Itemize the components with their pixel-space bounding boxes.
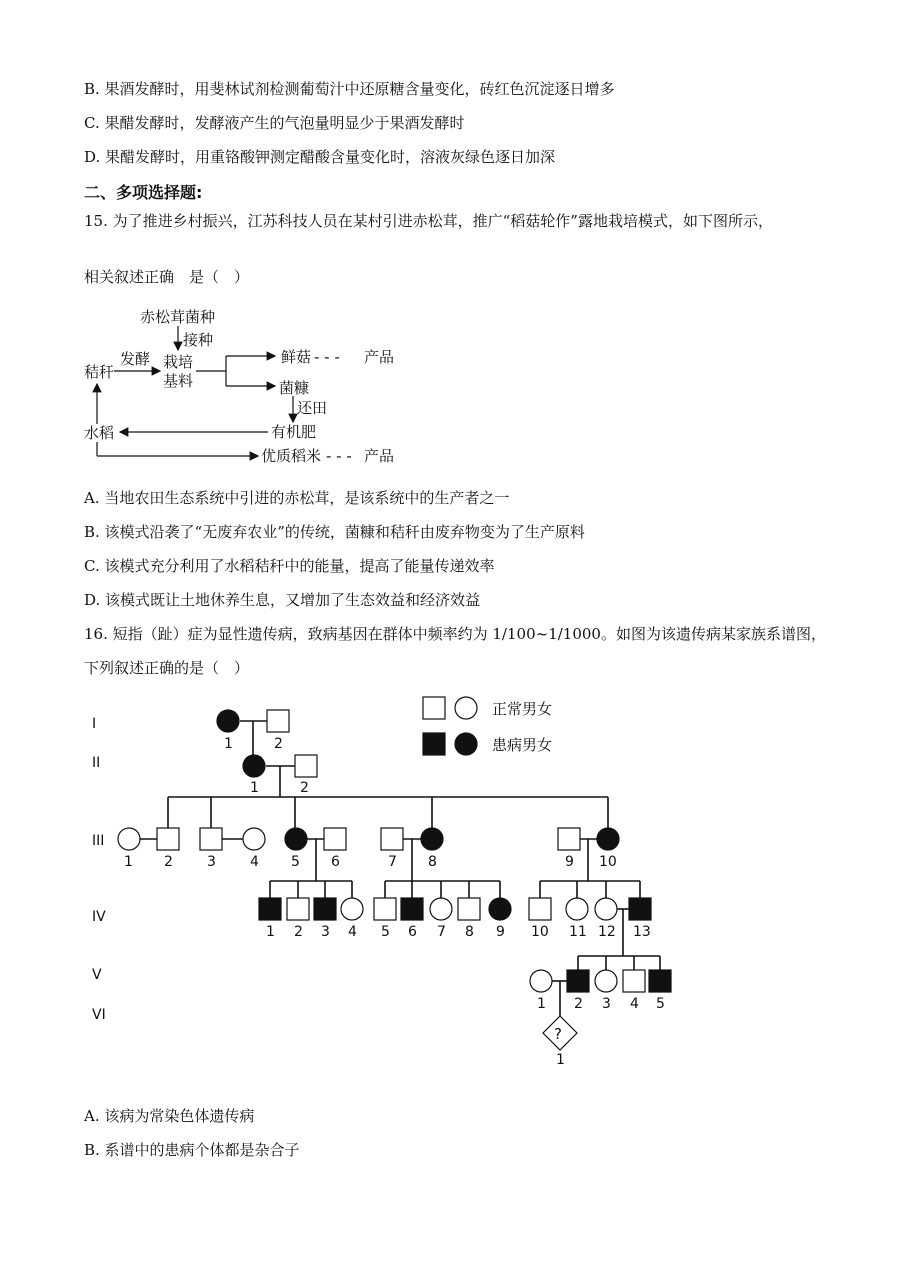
q15-option-a: A. 当地农田生态系统中引进的赤松茸，是该系统中的生产者之一 [84, 489, 510, 507]
svg-text:2: 2 [574, 996, 583, 1012]
III-9 [558, 828, 580, 850]
svg-text:4: 4 [348, 924, 357, 940]
flow-dashes-1: - - - [314, 348, 340, 366]
flow-substrate-2: 基料 [163, 372, 194, 390]
VI-1-unknown: ? [554, 1025, 562, 1043]
legend-normal-label: 正常男女 [492, 700, 553, 718]
svg-text:13: 13 [633, 924, 651, 940]
flow-inoculate: 接种 [183, 331, 214, 349]
svg-text:2: 2 [274, 736, 283, 752]
section-heading: 二、多项选择题: [84, 183, 203, 202]
svg-text:1: 1 [224, 736, 233, 752]
svg-text:9: 9 [565, 854, 574, 870]
IV-2 [287, 898, 309, 920]
gen-label-1: I [92, 716, 97, 732]
V-4 [623, 970, 645, 992]
svg-text:12: 12 [598, 924, 616, 940]
V-3 [595, 970, 617, 992]
IV-6 [401, 898, 423, 920]
pedigree-chart [0, 680, 909, 1080]
q16-stem-cont: 下列叙述正确的是（ ） [84, 659, 250, 677]
IV-4 [341, 898, 363, 920]
gen-label-2: II [92, 755, 101, 771]
svg-text:4: 4 [250, 854, 259, 870]
flow-rice: 水稻 [84, 424, 115, 442]
II-2 [295, 755, 317, 777]
flow-fertilizer: 有机肥 [271, 423, 317, 441]
V-1 [530, 970, 552, 992]
flow-residue: 菌糠 [279, 379, 310, 397]
legend-affected-female [455, 733, 477, 755]
q15-option-c: C. 该模式充分利用了水稻秸秆中的能量，提高了能量传递效率 [84, 557, 495, 575]
svg-text:5: 5 [291, 854, 300, 870]
svg-text:5: 5 [656, 996, 665, 1012]
legend [423, 697, 477, 755]
svg-text:10: 10 [599, 854, 617, 870]
svg-text:2: 2 [294, 924, 303, 940]
q15-stem: 15. 为了推进乡村振兴，江苏科技人员在某村引进赤松茸，推广“稻菇轮作”露地栽培模式，如下图所示， [84, 212, 773, 230]
flow-substrate-1: 栽培 [163, 353, 194, 371]
III-6 [324, 828, 346, 850]
IV-7 [430, 898, 452, 920]
q16-option-a: A. 该病为常染色体遗传病 [84, 1107, 255, 1125]
gen-label-4: IV [92, 909, 106, 925]
svg-text:1: 1 [537, 996, 546, 1012]
legend-affected-male [423, 733, 445, 755]
svg-text:6: 6 [331, 854, 340, 870]
svg-text:1: 1 [266, 924, 275, 940]
III-2 [157, 828, 179, 850]
IV-5 [374, 898, 396, 920]
q15-option-b: B. 该模式沿袭了“无废弃农业”的传统，菌糠和秸秆由废弃物变为了生产原料 [84, 523, 585, 541]
svg-text:2: 2 [164, 854, 173, 870]
svg-text:3: 3 [602, 996, 611, 1012]
V-5 [649, 970, 671, 992]
V-2 [567, 970, 589, 992]
q15-stem-cont: 相关叙述正确 是（ ） [84, 268, 250, 286]
I-1 [217, 710, 239, 732]
svg-text:1: 1 [556, 1052, 565, 1068]
III-10 [597, 828, 619, 850]
II-1 [243, 755, 265, 777]
q15-option-d: D. 该模式既让土地休养生息，又增加了生态效益和经济效益 [84, 591, 481, 609]
q14-option-b: B. 果酒发酵时，用斐林试剂检测葡萄汁中还原糖含量变化，砖红色沉淀逐日增多 [84, 80, 615, 98]
III-8 [421, 828, 443, 850]
III-4 [243, 828, 265, 850]
flow-mushroom: 鲜菇 [281, 348, 312, 366]
svg-text:2: 2 [300, 780, 309, 796]
flow-diagram [0, 0, 909, 480]
svg-text:1: 1 [250, 780, 259, 796]
q14-option-d: D. 果醋发酵时，用重铬酸钾测定醋酸含量变化时，溶液灰绿色逐日加深 [84, 148, 556, 166]
IV-10 [529, 898, 551, 920]
III-5 [285, 828, 307, 850]
svg-text:1: 1 [124, 854, 133, 870]
svg-text:6: 6 [408, 924, 417, 940]
svg-text:7: 7 [388, 854, 397, 870]
flow-seed: 赤松茸菌种 [140, 308, 216, 326]
flow-product-2: 产品 [364, 447, 395, 465]
q16-option-b: B. 系谱中的患病个体都是杂合子 [84, 1141, 300, 1159]
IV-12 [595, 898, 617, 920]
gen-label-6: VI [92, 1007, 106, 1023]
legend-normal-female [455, 697, 477, 719]
III-3 [200, 828, 222, 850]
legend-normal-male [423, 697, 445, 719]
q14-option-c: C. 果醋发酵时，发酵液产生的气泡量明显少于果酒发酵时 [84, 114, 465, 132]
svg-text:3: 3 [321, 924, 330, 940]
flow-dashes-2: - - - [326, 447, 352, 465]
svg-text:4: 4 [630, 996, 639, 1012]
q16-stem: 16. 短指（趾）症为显性遗传病，致病基因在群体中频率约为 1/100~1/1000。如图为该遗传病某家族系谱图， [84, 625, 826, 643]
flow-return: 还田 [297, 399, 328, 417]
svg-text:11: 11 [569, 924, 587, 940]
IV-13 [629, 898, 651, 920]
svg-text:10: 10 [531, 924, 549, 940]
IV-3 [314, 898, 336, 920]
svg-text:5: 5 [381, 924, 390, 940]
flow-ferment: 发酵 [120, 350, 151, 368]
I-2 [267, 710, 289, 732]
gen-label-5: V [92, 967, 102, 983]
svg-text:8: 8 [465, 924, 474, 940]
svg-text:7: 7 [437, 924, 446, 940]
III-1 [118, 828, 140, 850]
svg-text:3: 3 [207, 854, 216, 870]
svg-text:9: 9 [496, 924, 505, 940]
III-7 [381, 828, 403, 850]
IV-8 [458, 898, 480, 920]
flow-straw: 秸秆 [84, 363, 115, 381]
legend-affected-label: 患病男女 [492, 736, 553, 754]
flow-product-1: 产品 [364, 348, 395, 366]
gen-label-3: III [92, 833, 105, 849]
IV-1 [259, 898, 281, 920]
IV-11 [566, 898, 588, 920]
flow-quality-rice: 优质稻米 [261, 447, 322, 465]
IV-9 [489, 898, 511, 920]
svg-text:8: 8 [428, 854, 437, 870]
